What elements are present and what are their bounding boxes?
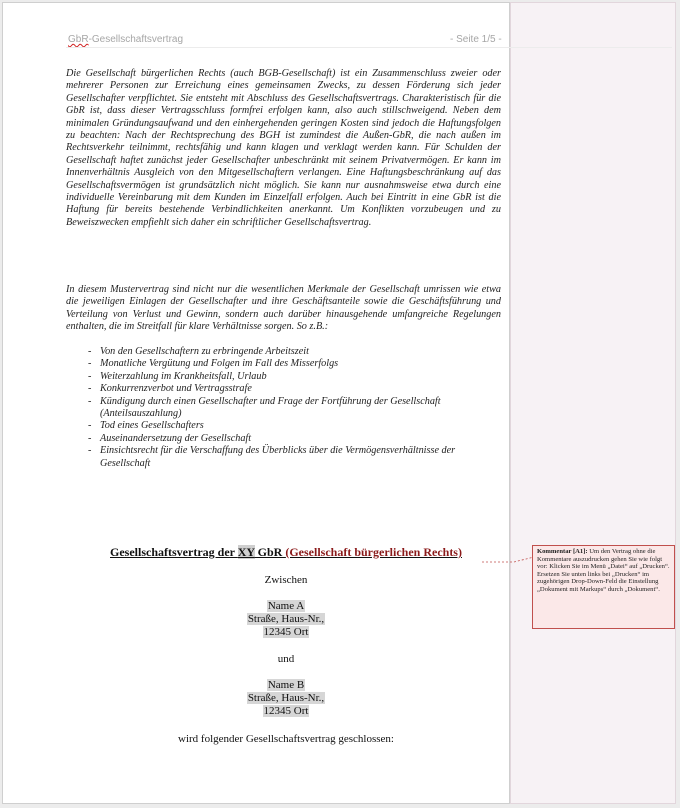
- list-item: - Tod eines Gesellschafters: [88, 420, 204, 432]
- list-item: - Monatliche Vergütung und Folgen im Fall des Misserfolgs: [88, 358, 339, 370]
- placeholder-xy[interactable]: XY: [237, 545, 255, 559]
- commented-text[interactable]: (Gesellschaft bürgerlichen Rechts): [285, 545, 462, 559]
- party-b-street: Straße, Haus-Nr.,: [247, 692, 325, 704]
- header-title-gbr: GbR: [68, 34, 89, 45]
- comment-margin-panel: [510, 2, 676, 804]
- party-a-name: Name A: [267, 600, 305, 612]
- party-b-city: 12345 Ort: [263, 705, 309, 717]
- list-item: - Von den Gesellschaftern zu erbringende Arbeitszeit: [88, 346, 309, 357]
- regulation-list: [66, 346, 501, 470]
- header-title-rest: -Gesellschaftsvertrag: [88, 34, 184, 45]
- comment-label: Kommentar [A1]:: [537, 548, 588, 555]
- contract-title: Gesellschaftsvertrag der XY GbR (Gesellschaft bürgerlichen Rechts): [110, 545, 462, 559]
- header-divider: [66, 47, 672, 48]
- closing-line: wird folgender Gesellschaftsvertrag geschlossen:: [178, 733, 394, 745]
- and-label: und: [277, 653, 295, 665]
- list-item: - Kündigung durch einen Gesellschafter und Frage der Fortführung der Gesellschaft (Anteilsauszahlung): [88, 395, 441, 420]
- comment-text: Um den Vertrag ohne die Kommentare auszudrucken gehen Sie wie folgt vor: Klicken Sie im Menü „Datei“ auf „Drucken“. Ersetzen Sie unten links bei „Drucken“ im zugehörigen Drop-Down-Feld die Einstellung „Dokument mit Markups“ durch „Dokument“.: [537, 548, 670, 593]
- template-paragraph: In diesem Mustervertrag sind nicht nur die wesentlichen Merkmale der Gesellschaft umrissen wie etwa die jeweiligen Einlagen der Gesellschafter und ihre Geschäftsanteile sowie die Geschäftsführung und Verteilung von Verlust und Gewinn, sondern auch darüber hinausgehende umfangreiche Regelungen enthalten, die im Streitfall für klare Verhältnisse sorgen. So z.B.:: [66, 284, 501, 333]
- party-b-name: Name B: [267, 679, 305, 691]
- list-item: - Weiterzahlung im Krankheitsfall, Urlaub: [88, 370, 267, 382]
- intro-paragraph: Die Gesellschaft bürgerlichen Rechts (auch BGB-Gesellschaft) ist ein Zusammenschluss zweier oder mehrerer Personen zur Erreichung eines gemeinsamen Zwecks, zu dessen Förderung sich jeder Gesellschafter verpflichtet. Sie entsteht mit Abschluss des Gesellschaftsvertrags. Charakteristisch für die GbR ist, dass dieser Vertragsschluss formfrei erfolgen kann, also auch stillschweigend. Neben dem minimalen Gründungsaufwand und den einhergehenden geringen Kosten sind jedoch die Haftungsfolgen zu beachten: Nach der Rechtsprechung des BGH ist zumindest die Außen-GbR, die nach außen im Rechtsverkehr teilnimmt, rechtsfähig und kann klagen und verklagt werden kann. Für Schulden der Gesellschaft haftet zunächst jeder Gesellschafter unbeschränkt mit seinem Privatvermögen. Er kann im Innenverhältnis Ausgleich von den Mitgesellschaftern verlangen. Eine Haftungsbeschränkung auf das Gesellschaftsvermögen ist grundsätzlich nicht möglich. Sie kann nur ausnahmsweise etwa durch eine individuelle Vereinbarung mit dem Kunden im Einzelfall erfolgen. Auch bei Eintritt in eine GbR ist die Haftung für bereits bestehende Verbindlichkeiten anerkannt. Um Konflikten vorzubeugen und zu Beweiszwecken empfiehlt sich daher ein schriftlicher Gesellschaftsvertrag.: [66, 68, 501, 228]
- header-title: [68, 34, 183, 45]
- party-a-city: 12345 Ort: [263, 626, 309, 638]
- list-item: - Auseinandersetzung der Gesellschaft: [88, 432, 252, 444]
- between-label: Zwischen: [264, 574, 308, 586]
- header-page-number: - Seite 1/5 -: [450, 34, 502, 45]
- comment-balloon[interactable]: [532, 545, 675, 629]
- party-a-street: Straße, Haus-Nr.,: [247, 613, 325, 625]
- comment-connector: [482, 556, 534, 564]
- list-item: - Konkurrenzverbot und Vertragsstrafe: [88, 383, 252, 395]
- list-item: - Einsichtsrecht für die Verschaffung des Überblicks über die Vermögensverhältnisse der Gesellschaft: [88, 445, 456, 469]
